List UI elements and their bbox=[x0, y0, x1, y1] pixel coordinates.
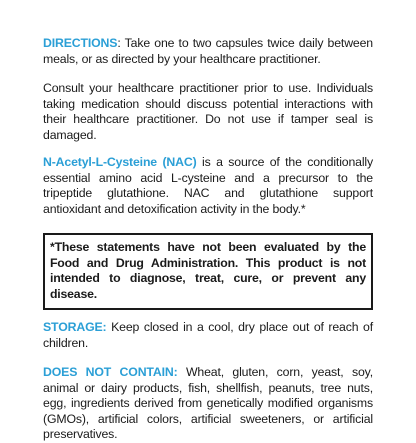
nac-label: N-Acetyl-L-Cysteine (NAC) bbox=[43, 155, 197, 169]
fda-disclaimer-box bbox=[43, 233, 373, 310]
consult-text: Consult your healthcare practitioner prior to use. Individuals taking medication should discuss potential interactions with their healthcare practitioner. Do not use if tamper seal is damaged. bbox=[43, 81, 373, 142]
directions-paragraph bbox=[43, 36, 373, 67]
does-not-contain-paragraph bbox=[43, 365, 373, 443]
directions-label: DIRECTIONS bbox=[43, 36, 118, 50]
nac-text: is a source of the conditionally essential amino acid L-cysteine and a precursor to the tripeptide glutathione. NAC and glutathione support antioxidant and detoxification activity in the body.* bbox=[43, 155, 374, 216]
storage-paragraph bbox=[43, 320, 373, 351]
fda-disclaimer-text: *These statements have not been evaluated by the Food and Drug Administration. This product is not intended to diagnose, treat, cure, or prevent any disease. bbox=[50, 240, 366, 301]
storage-label: STORAGE: bbox=[43, 320, 107, 334]
consult-paragraph bbox=[43, 81, 373, 143]
storage-text: Keep closed in a cool, dry place out of reach of children. bbox=[43, 320, 373, 350]
does-not-contain-text: Wheat, gluten, corn, yeast, soy, animal or dairy products, fish, shellfish, peanuts, tree nuts, egg, ingredients derived from genetically modified organisms (GMOs), artificial colors, artificial sweeteners, or artificial preservatives. bbox=[43, 365, 373, 441]
supplement-label-panel bbox=[43, 36, 373, 443]
nac-paragraph bbox=[43, 155, 373, 217]
directions-text: : Take one to two capsules twice daily between meals, or as directed by your healthcare practitioner. bbox=[43, 36, 373, 66]
does-not-contain-label: DOES NOT CONTAIN: bbox=[43, 365, 178, 379]
